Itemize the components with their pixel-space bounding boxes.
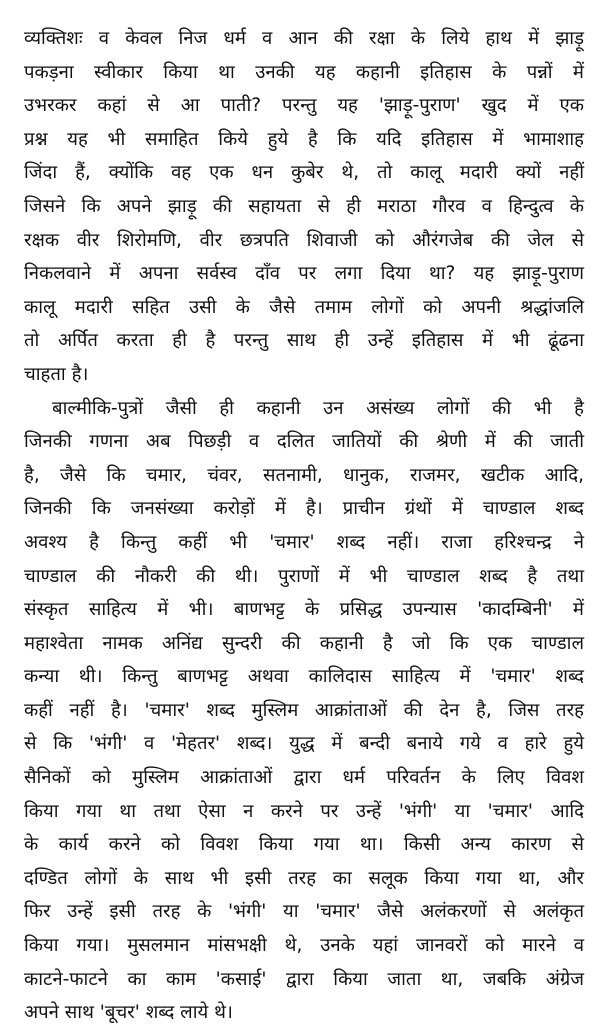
text-line: दण्डित लोगों के साथ भी इसी तरह का सलूक किया गया था, और <box>24 867 584 889</box>
text-line: रक्षक वीर शिरोमणि, वीर छत्रपति शिवाजी को औरंगजेब की जेल से <box>24 229 584 251</box>
text-line: जिनकी कि जनसंख्या करोड़ों में है। प्राचीन ग्रंथों में चाण्डाल शब्द <box>24 498 584 520</box>
text-line: कालू मदारी सहित उसी के जैसे तमाम लोगों को अपनी श्रद्धांजलि <box>24 296 584 318</box>
text-line: किया गया। मुसलमान मांसभक्षी थे, उनके यहां जानवरों को मारने व <box>24 935 584 957</box>
text-line: प्रश्न यह भी समाहित किये हुये है कि यदि इतिहास में भामाशाह <box>24 128 584 150</box>
text-line: चाण्डाल की नौकरी की थी। पुराणों में भी चाण्डाल शब्द है तथा <box>24 565 584 587</box>
text-line: कहीं नहीं है। 'चमार' शब्द मुस्लिम आक्रांताओं की देन है, जिस तरह <box>24 699 584 721</box>
text-line: से कि 'भंगी' व 'मेहतर' शब्द। युद्ध में बन्दी बनाये गये व हारे हुये <box>24 733 584 755</box>
paragraph-2 <box>24 392 584 1030</box>
text-line: संस्कृत साहित्य में भी। बाणभट्ट के प्रसिद्ध उपन्यास 'कादम्बिनी' में <box>24 599 584 621</box>
text-line: सैनिकों को मुस्लिम आक्रांताओं द्वारा धर्म परिवर्तन के लिए विवश <box>24 767 584 789</box>
text-line: निकलवाने में अपना सर्वस्व दाँव पर लगा दिया था? यह झाड़ू-पुराण <box>24 263 584 285</box>
text-line: अपने साथ 'बूचर' शब्द लाये थे। <box>24 1002 233 1024</box>
text-line: फिर उन्हें इसी तरह के 'भंगी' या 'चमार' जैसे अलंकरणों से अलंकृत <box>24 901 584 923</box>
text-line: महाश्वेता नामक अनिंद्य सुन्दरी की कहानी है जो कि एक चाण्डाल <box>24 632 584 654</box>
text-line: तो अर्पित करता ही है परन्तु साथ ही उन्हें इतिहास में भी ढूंढना <box>24 330 584 352</box>
text-line: चाहता है। <box>24 363 89 385</box>
document-page <box>24 22 584 1030</box>
text-line: किया गया था तथा ऐसा न करने पर उन्हें 'भंगी' या 'चमार' आदि <box>24 800 584 822</box>
text-line: पकड़ना स्वीकार किया था उनकी यह कहानी इतिहास के पन्नों में <box>24 61 584 83</box>
text-line: के कार्य करने को विवश किया गया था। किसी अन्य कारण से <box>24 834 584 856</box>
text-line: उभरकर कहां से आ पाती? परन्तु यह 'झाड़ू-पुराण' खुद में एक <box>24 95 584 117</box>
text-line: जिनकी गणना अब पिछड़ी व दलित जातियों की श्रेणी में की जाती <box>24 431 584 453</box>
text-line: व्यक्तिशः व केवल निज धर्म व आन की रक्षा के लिये हाथ में झाड़ू <box>24 28 584 49</box>
text-line: कन्या थी। किन्तु बाणभट्ट अथवा कालिदास साहित्य में 'चमार' शब्द <box>24 666 584 688</box>
paragraph-1 <box>24 22 584 392</box>
text-line: जिंदा हैं, क्योंकि वह एक धन कुबेर थे, तो कालू मदारी क्यों नहीं <box>24 162 584 184</box>
text-line: जिसने कि अपने झाड़ू की सहायता से ही मराठा गौरव व हिन्दुत्व के <box>24 195 584 217</box>
text-line: है, जैसे कि चमार, चंवर, सतनामी, धानुक, राजमर, खटीक आदि, <box>24 464 584 486</box>
text-line: काटने-फाटने का काम 'कसाई' द्वारा किया जाता था, जबकि अंग्रेज <box>24 968 584 990</box>
text-line: अवश्य है किन्तु कहीं भी 'चमार' शब्द नहीं। राजा हरिश्चन्द्र ने <box>24 531 584 553</box>
text-line: बाल्मीकि-पुत्रों जैसी ही कहानी उन असंख्य लोगों की भी है <box>52 397 584 419</box>
